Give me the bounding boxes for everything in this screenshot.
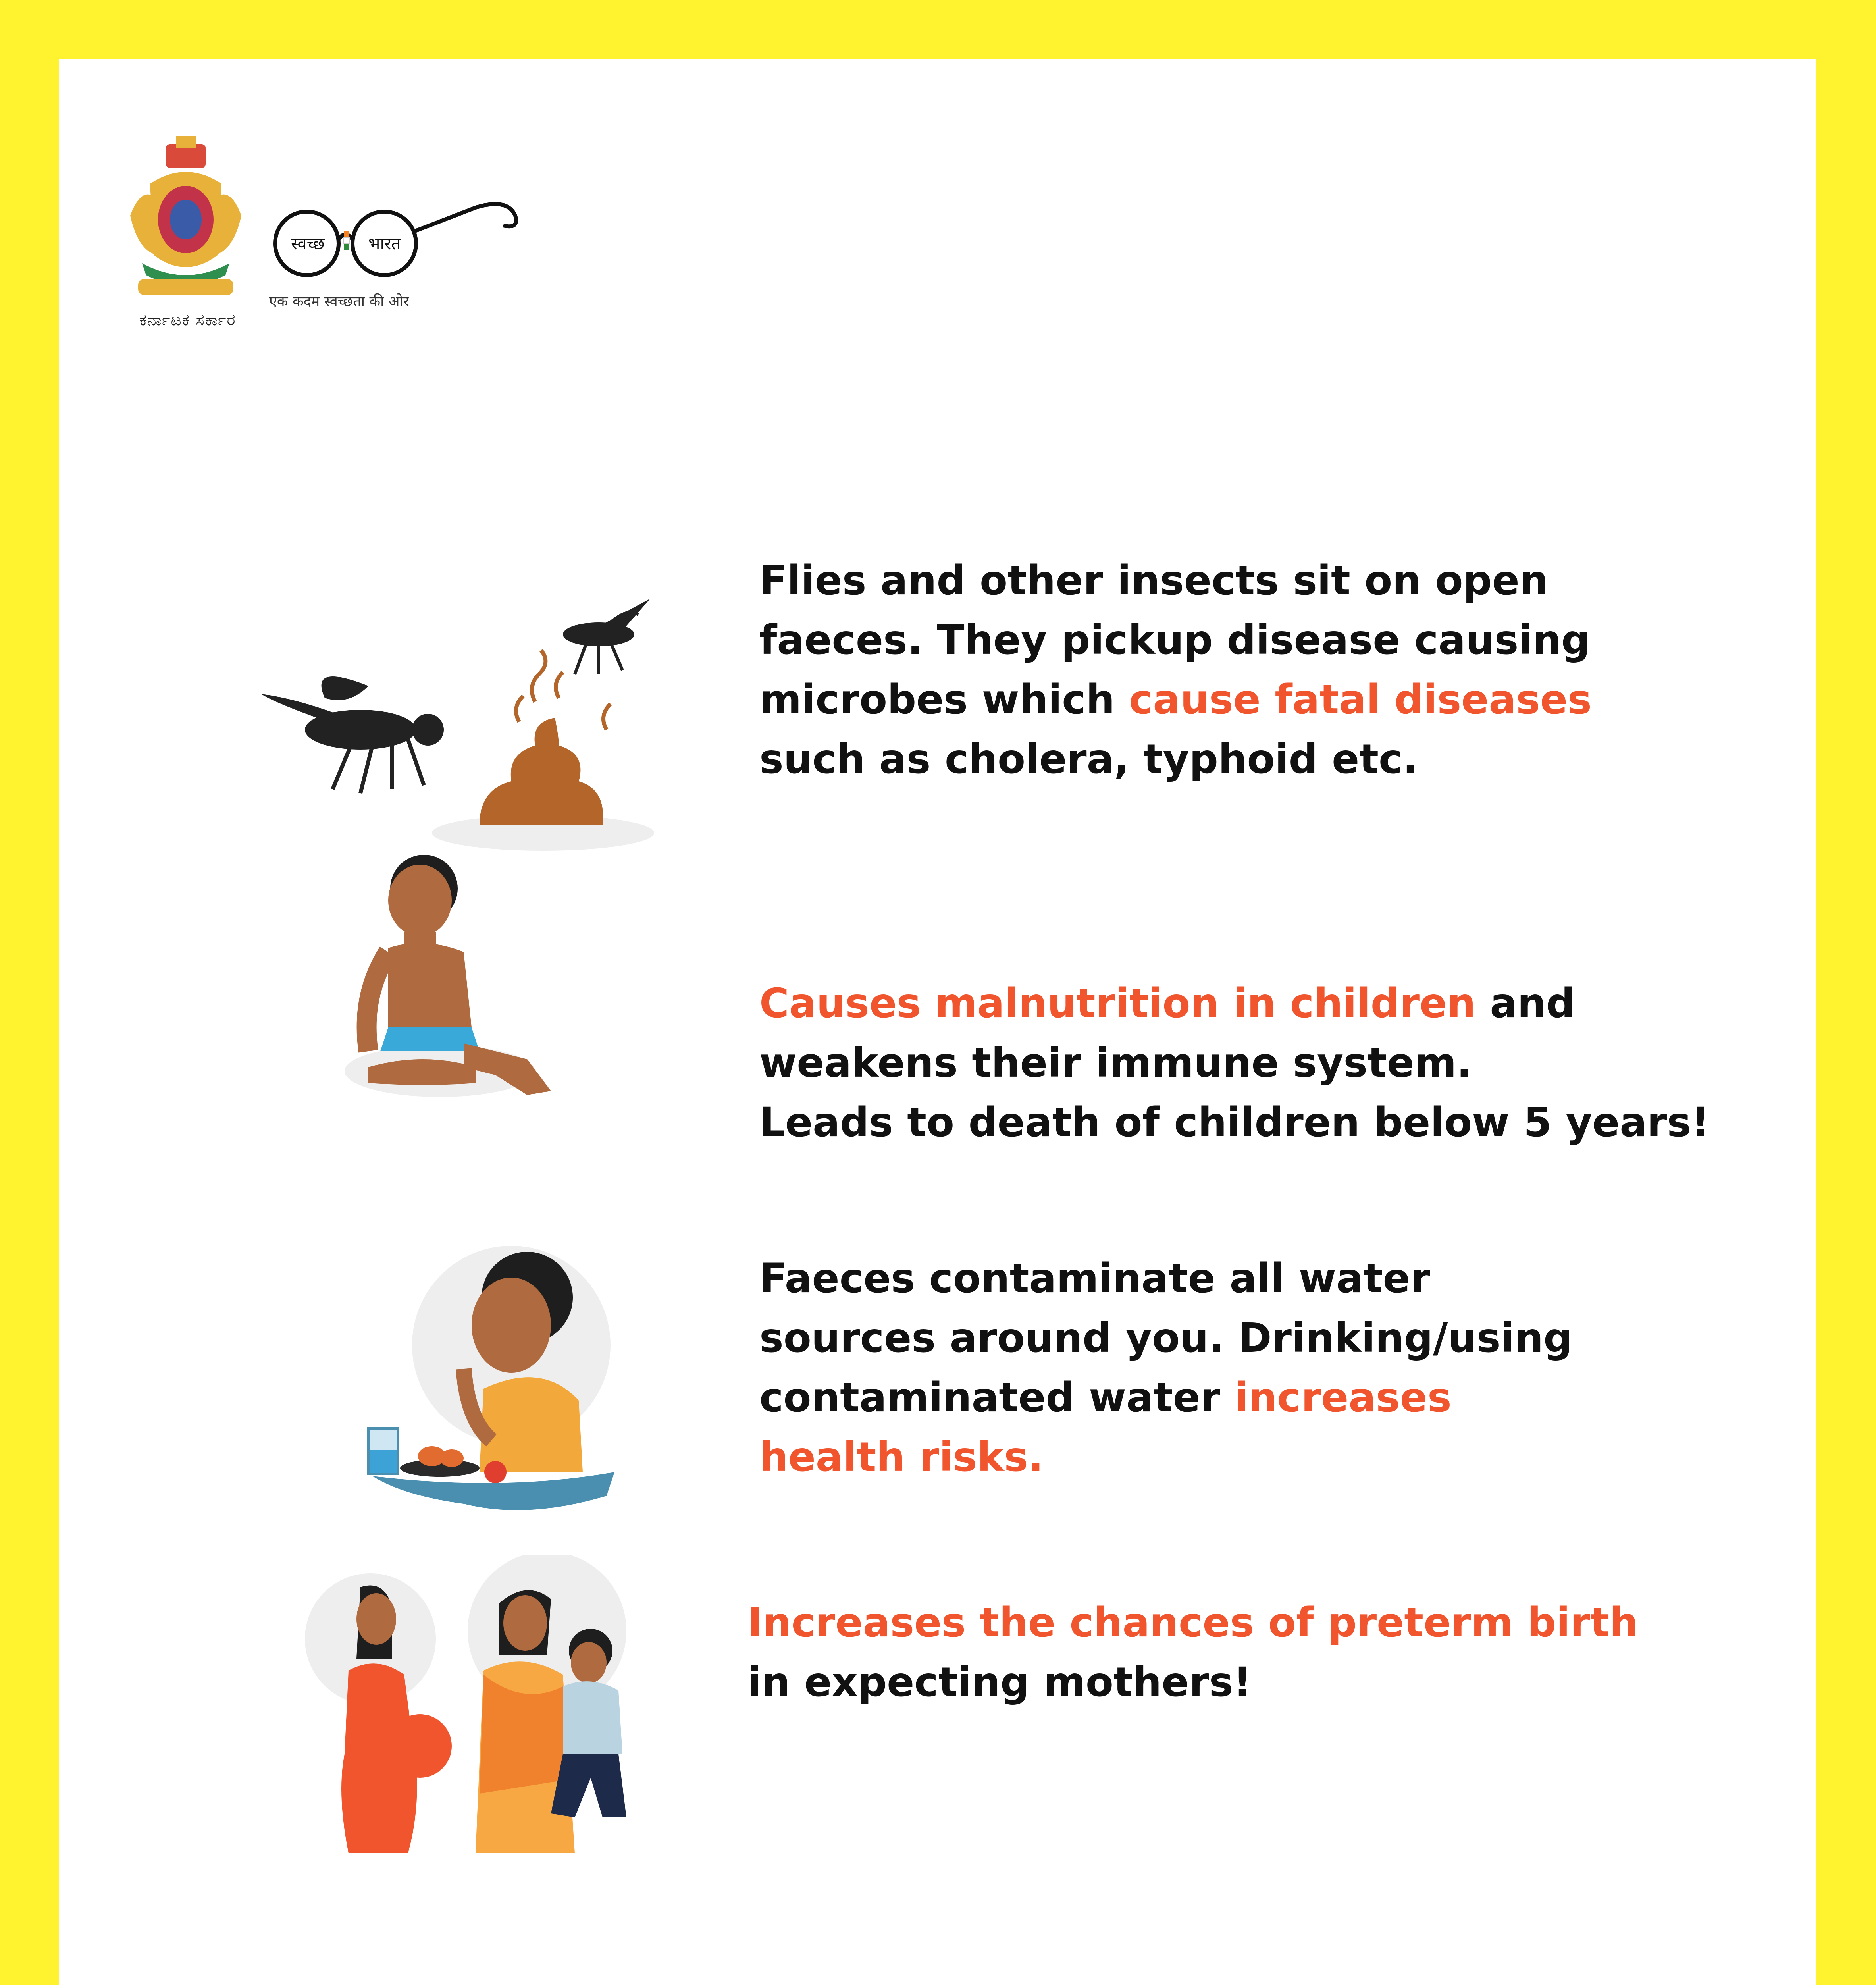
- item-line: [759, 611, 1592, 670]
- karnataka-caption: ಕರ್ನಾಟಕ ಸರ್ಕಾರ: [139, 311, 236, 329]
- karnataka-emblem: [126, 136, 245, 343]
- item-line: [747, 1653, 1638, 1712]
- item-text-1: [759, 551, 1592, 789]
- spectacles-icon: [269, 192, 547, 295]
- item-line: [759, 670, 1592, 730]
- item-text-3: [759, 1249, 1572, 1487]
- item-text-4: [747, 1593, 1638, 1712]
- item-line: [759, 1368, 1572, 1428]
- expecting-mother-icon: [301, 1555, 702, 1865]
- item-line: [747, 1593, 1638, 1653]
- highlight-text: Causes malnutrition in children: [759, 980, 1476, 1027]
- highlight-text: Increases the chances of preterm birth: [747, 1599, 1639, 1646]
- logo-bar: [126, 136, 563, 351]
- body-text: faeces. They pickup disease causing: [759, 617, 1591, 664]
- body-text: Faeces contaminate all water: [759, 1255, 1431, 1302]
- body-text: weakens their immune system.: [759, 1039, 1472, 1087]
- item-text-2: [759, 974, 1710, 1152]
- body-text: Leads to death of children below 5 years!: [759, 1099, 1710, 1146]
- highlight-text: increases: [1234, 1374, 1452, 1421]
- body-text: in expecting mothers!: [747, 1659, 1252, 1706]
- karnataka-emblem-icon: [126, 136, 245, 303]
- body-text: and: [1475, 980, 1575, 1027]
- body-text: Flies and other insects sit on open: [759, 557, 1549, 604]
- item-line: [759, 1033, 1710, 1093]
- item-line: [759, 974, 1710, 1033]
- item-line: [759, 1309, 1572, 1368]
- item-line: [759, 551, 1592, 611]
- highlight-text: health risks.: [759, 1434, 1044, 1481]
- item-line: [759, 1249, 1572, 1309]
- body-text: microbes which: [759, 676, 1129, 723]
- flies-faeces-icon: [257, 531, 674, 861]
- swachh-right-text: भारत: [368, 234, 401, 253]
- body-text: contaminated water: [759, 1374, 1235, 1421]
- item-line: [759, 730, 1592, 789]
- body-text: sources around you. Drinking/using: [759, 1314, 1573, 1362]
- swachh-left-text: स्वच्छ: [291, 234, 325, 253]
- body-text: such as cholera, typhoid etc.: [759, 736, 1418, 783]
- contaminated-water-icon: [305, 1234, 662, 1520]
- malnourished-child-icon: [345, 845, 591, 1103]
- poster: [59, 59, 1816, 1985]
- item-line: [759, 1093, 1710, 1152]
- swachh-tagline: एक कदम स्वच्छता की ओर: [269, 293, 409, 310]
- swachh-bharat-logo: [269, 192, 547, 335]
- item-line: [759, 1428, 1572, 1487]
- highlight-text: cause fatal diseases: [1129, 676, 1592, 723]
